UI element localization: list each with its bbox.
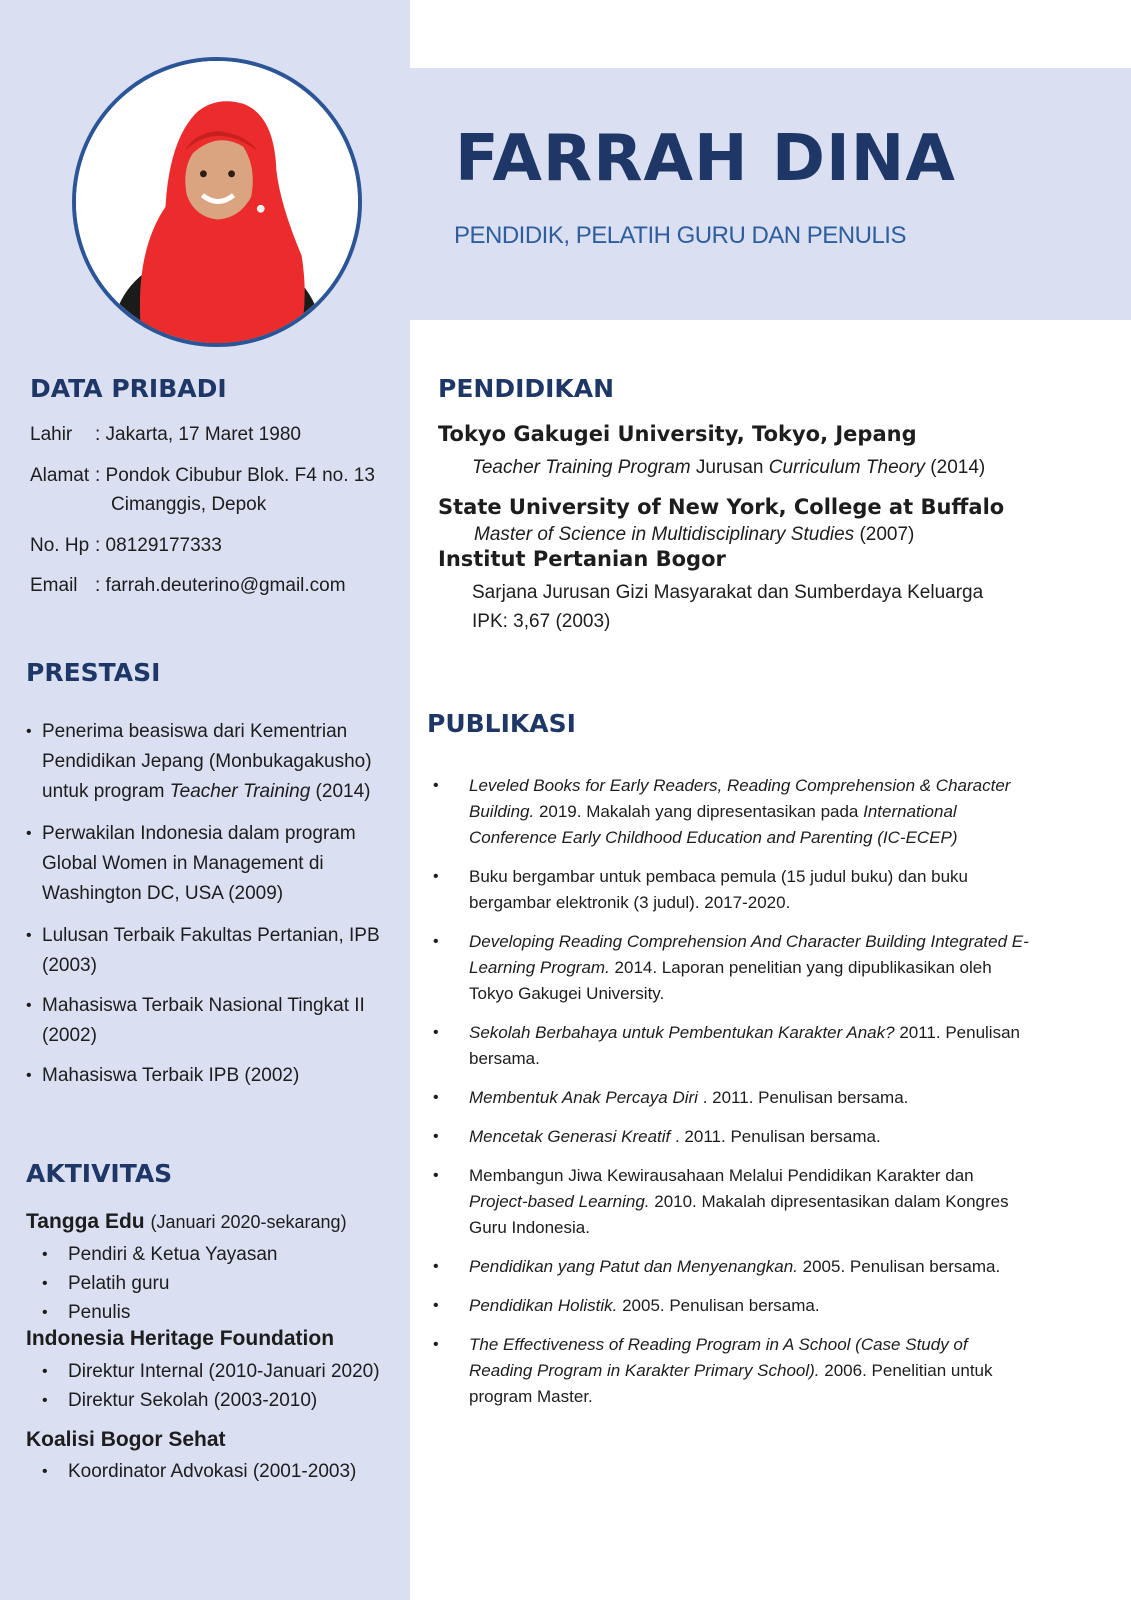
school-name: Institut Pertanian Bogor [438,547,726,571]
person-subtitle: PENDIDIK, PELATIH GURU DAN PENULIS [454,222,906,249]
list-item: • Mahasiswa Terbaik IPB (2002) [26,1061,386,1091]
list-item: • Sekolah Berbahaya untuk Pembentukan Karakter Anak? 2011. Penulisan bersama. [433,1020,1033,1072]
info-row-email [30,575,346,597]
profile-photo [72,57,362,347]
list-item: • Pendiri & Ketua Yayasan [26,1240,278,1269]
list-item: • Direktur Internal (2010-Januari 2020) [26,1357,380,1386]
org-name: Tangga Edu [26,1210,145,1233]
info-value: : Jakarta, 17 Maret 1980 [95,424,301,445]
school-program: Master of Science in Multidisciplinary Studies (2007) [474,524,915,545]
publikasi-list [433,773,1033,1410]
list-item: • Pendidikan Holistik. 2005. Penulisan bersama. [433,1293,1033,1319]
list-item: • Pendidikan yang Patut dan Menyenangkan. 2005. Penulisan bersama. [433,1254,1033,1280]
org-indonesia-heritage: Indonesia Heritage Foundation [26,1327,335,1350]
org2-roles [26,1357,380,1415]
list-item: • Direktur Sekolah (2003-2010) [26,1386,380,1415]
list-item: • Koordinator Advokasi (2001-2003) [26,1457,356,1486]
info-label: No. Hp [30,535,90,556]
org1-roles [26,1240,278,1327]
school-gpa: IPK: 3,67 (2003) [472,611,611,632]
list-item: • The Effectiveness of Reading Program in A School (Case Study of Reading Program in Karakter Primary School). 2006. Penelitian untuk program Master. [433,1332,1033,1410]
list-item: • Penerima beasiswa dari Kementrian Pendidikan Jepang (Monbukagakusho) untuk program Teacher Training (2014) [26,717,386,807]
section-title-pendidikan: PENDIDIKAN [438,374,615,403]
org-period: (Januari 2020-sekarang) [150,1212,347,1232]
section-title-aktivitas: AKTIVITAS [26,1159,173,1188]
school-program: Sarjana Jurusan Gizi Masyarakat dan Sumberdaya Keluarga [472,582,984,603]
section-title-data-pribadi: DATA PRIBADI [30,374,227,403]
list-item: • Mencetak Generasi Kreatif . 2011. Penulisan bersama. [433,1124,1033,1150]
email-link[interactable]: : farrah.deuterino@gmail.com [95,575,346,596]
info-row-alamat [30,465,375,487]
info-label: Alamat [30,465,90,486]
section-title-publikasi: PUBLIKASI [427,709,576,738]
person-name: FARRAH DINA [455,122,956,196]
info-label: Lahir [30,424,73,445]
list-item: • Penulis [26,1298,278,1327]
list-item: • Perwakilan Indonesia dalam program Global Women in Management di Washington DC, USA (2009) [26,819,386,909]
list-item: • Leveled Books for Early Readers, Reading Comprehension & Character Building. 2019. Makalah yang dipresentasikan pada International Conference Early Childhood Education and Parenting (IC-ECEP) [433,773,1033,851]
info-row-alamat-line2: Cimanggis, Depok [111,494,267,515]
prestasi-list [26,717,386,1091]
info-row-lahir [30,424,301,446]
info-value: : Pondok Cibubur Blok. F4 no. 13 [95,465,375,486]
section-title-prestasi: PRESTASI [26,658,161,687]
list-item: • Pelatih guru [26,1269,278,1298]
info-row-hp [30,535,222,557]
school-name: State University of New York, College at Buffalo [438,495,1005,519]
list-item: • Developing Reading Comprehension And Character Building Integrated E-Learning Program. 2014. Laporan penelitian yang dipublikasikan oleh Tokyo Gakugei University. [433,929,1033,1007]
list-item: • Lulusan Terbaik Fakultas Pertanian, IPB (2003) [26,921,386,981]
list-item: • Buku bergambar untuk pembaca pemula (15 judul buku) dan buku bergambar elektronik (3 judul). 2017-2020. [433,864,1033,916]
info-label: Email [30,575,78,596]
profile-photo-illustration [76,61,358,343]
list-item: • Membentuk Anak Percaya Diri . 2011. Penulisan bersama. [433,1085,1033,1111]
org-tangga-edu [26,1210,347,1234]
info-value: : 08129177333 [95,535,222,556]
school-name: Tokyo Gakugei University, Tokyo, Jepang [438,422,917,446]
list-item: • Membangun Jiwa Kewirausahaan Melalui Pendidikan Karakter dan Project-based Learning. 2010. Makalah dipresentasikan dalam Kongres Guru Indonesia. [433,1163,1033,1241]
list-item: • Mahasiswa Terbaik Nasional Tingkat II (2002) [26,991,386,1051]
org-koalisi-bogor: Koalisi Bogor Sehat [26,1428,226,1451]
org3-roles [26,1457,356,1486]
school-program: Teacher Training Program Jurusan Curriculum Theory (2014) [472,457,986,478]
